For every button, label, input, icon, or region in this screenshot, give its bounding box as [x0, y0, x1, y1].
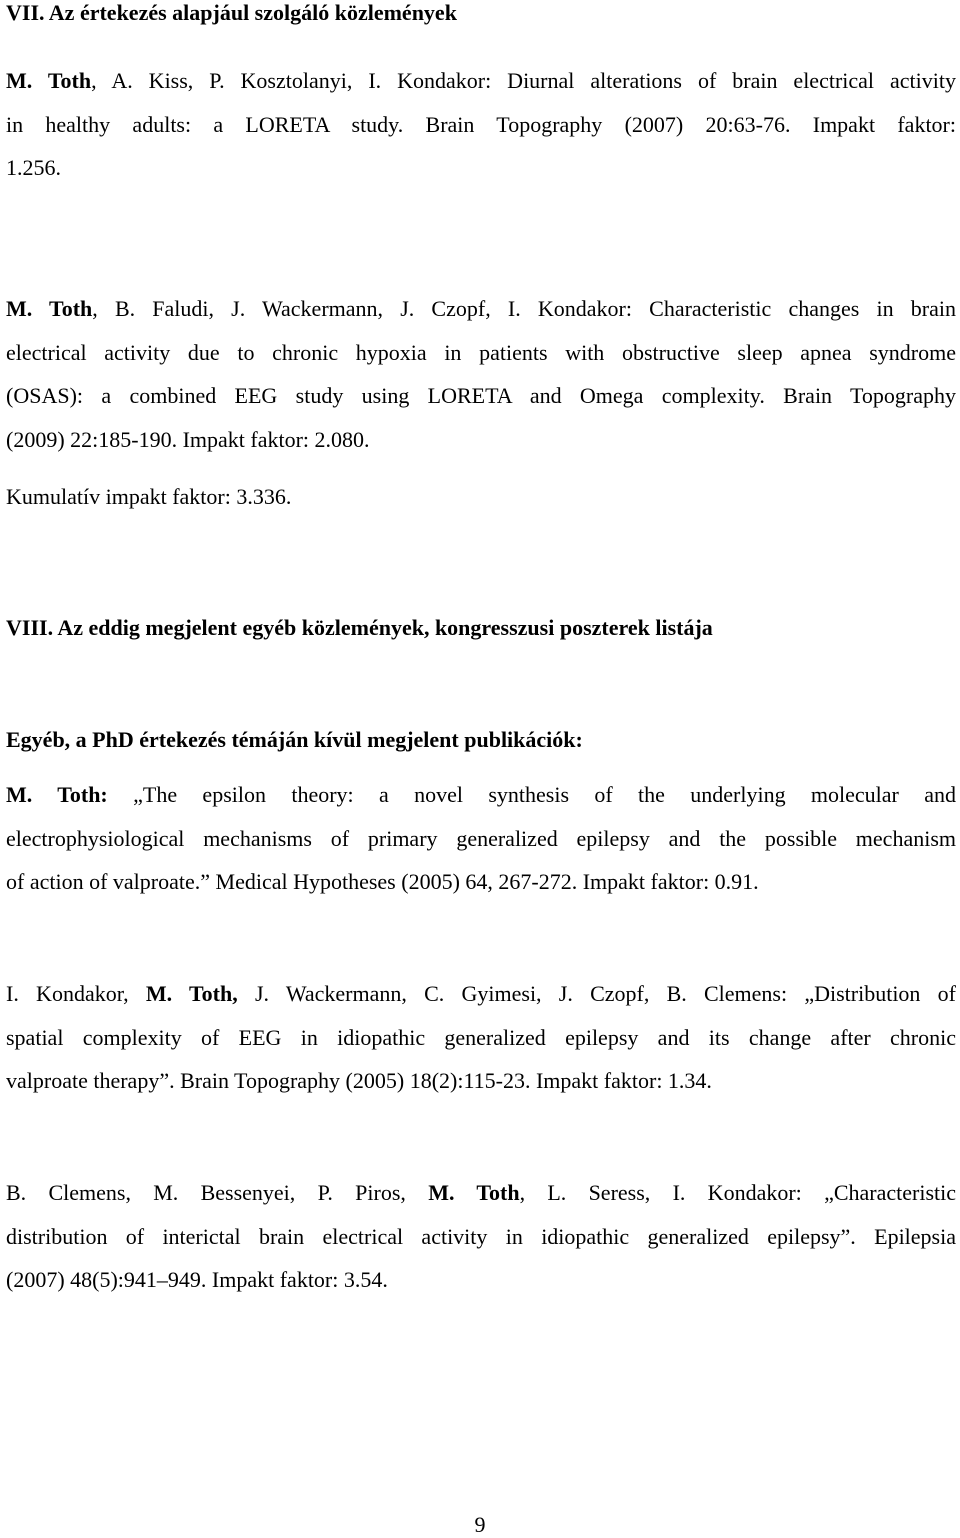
publication-text: , L. Seress, I. Kondakor: „Characteristic	[519, 1180, 956, 1205]
publication-line: electrophysiological mechanisms of primary generalized epilepsy and the possible mechanism	[6, 825, 956, 851]
publication-line	[6, 1171, 956, 1215]
publication-author-bold: M. Toth,	[145, 981, 238, 1006]
section-7-heading: VII. Az értekezés alapjául szolgáló közlemények	[6, 0, 457, 25]
section-8-heading: VIII. Az eddig megjelent egyéb közlemények, kongresszusi poszterek listája	[6, 615, 713, 640]
publication-entry	[6, 972, 956, 1103]
publication-line: electrical activity due to chronic hypoxia in patients with obstructive sleep apnea syndrome	[6, 339, 956, 365]
publication-text: I. Kondakor,	[6, 981, 146, 1006]
publication-entry	[6, 1171, 956, 1302]
publication-author-bold: M. Toth	[6, 68, 92, 93]
publication-author-bold: M. Toth	[6, 296, 93, 321]
publication-text: , A. Kiss, P. Kosztolanyi, I. Kondakor: Diurnal alterations of brain electrical activity	[91, 68, 956, 93]
publication-text: „The epsilon theory: a novel synthesis of the underlying molecular and	[107, 782, 956, 807]
publication-line: 1.256.	[6, 155, 61, 180]
publication-text: , B. Faludi, J. Wackermann, J. Czopf, I. Kondakor: Characteristic changes in brain	[92, 296, 956, 321]
publication-line: spatial complexity of EEG in idiopathic generalized epilepsy and its change after chronic	[6, 1024, 956, 1050]
publication-text: B. Clemens, M. Bessenyei, P. Piros,	[6, 1180, 429, 1205]
publication-entry	[6, 773, 956, 904]
publication-entry	[6, 59, 956, 190]
publication-line	[6, 972, 956, 1016]
publication-line	[6, 287, 956, 331]
publication-line: (2007) 48(5):941–949. Impakt faktor: 3.54.	[6, 1267, 388, 1292]
publication-text: J. Wackermann, C. Gyimesi, J. Czopf, B. Clemens: „Distribution of	[237, 981, 956, 1006]
publication-author-bold: M. Toth	[428, 1180, 520, 1205]
publication-line	[6, 773, 956, 817]
publication-line: in healthy adults: a LORETA study. Brain Topography (2007) 20:63-76. Impakt faktor:	[6, 111, 956, 137]
publication-entry	[6, 287, 956, 461]
section-8-subheading: Egyéb, a PhD értekezés témáján kívül megjelent publikációk:	[6, 727, 583, 752]
publication-line: valproate therapy”. Brain Topography (2005) 18(2):115-23. Impakt faktor: 1.34.	[6, 1068, 712, 1093]
publication-line	[6, 59, 956, 103]
publication-line: (2009) 22:185-190. Impakt faktor: 2.080.	[6, 426, 370, 452]
publication-line: (OSAS): a combined EEG study using LORETA and Omega complexity. Brain Topography	[6, 383, 956, 408]
publication-author-bold: M. Toth:	[6, 782, 108, 807]
publication-line: of action of valproate.” Medical Hypotheses (2005) 64, 267-272. Impakt faktor: 0.91.	[6, 869, 759, 894]
publication-line: distribution of interictal brain electrical activity in idiopathic generalized epilepsy”. Epilepsia	[6, 1223, 956, 1249]
page-number: 9	[474, 1512, 486, 1537]
cumulative-impact-factor: Kumulatív impakt faktor: 3.336.	[6, 484, 292, 509]
